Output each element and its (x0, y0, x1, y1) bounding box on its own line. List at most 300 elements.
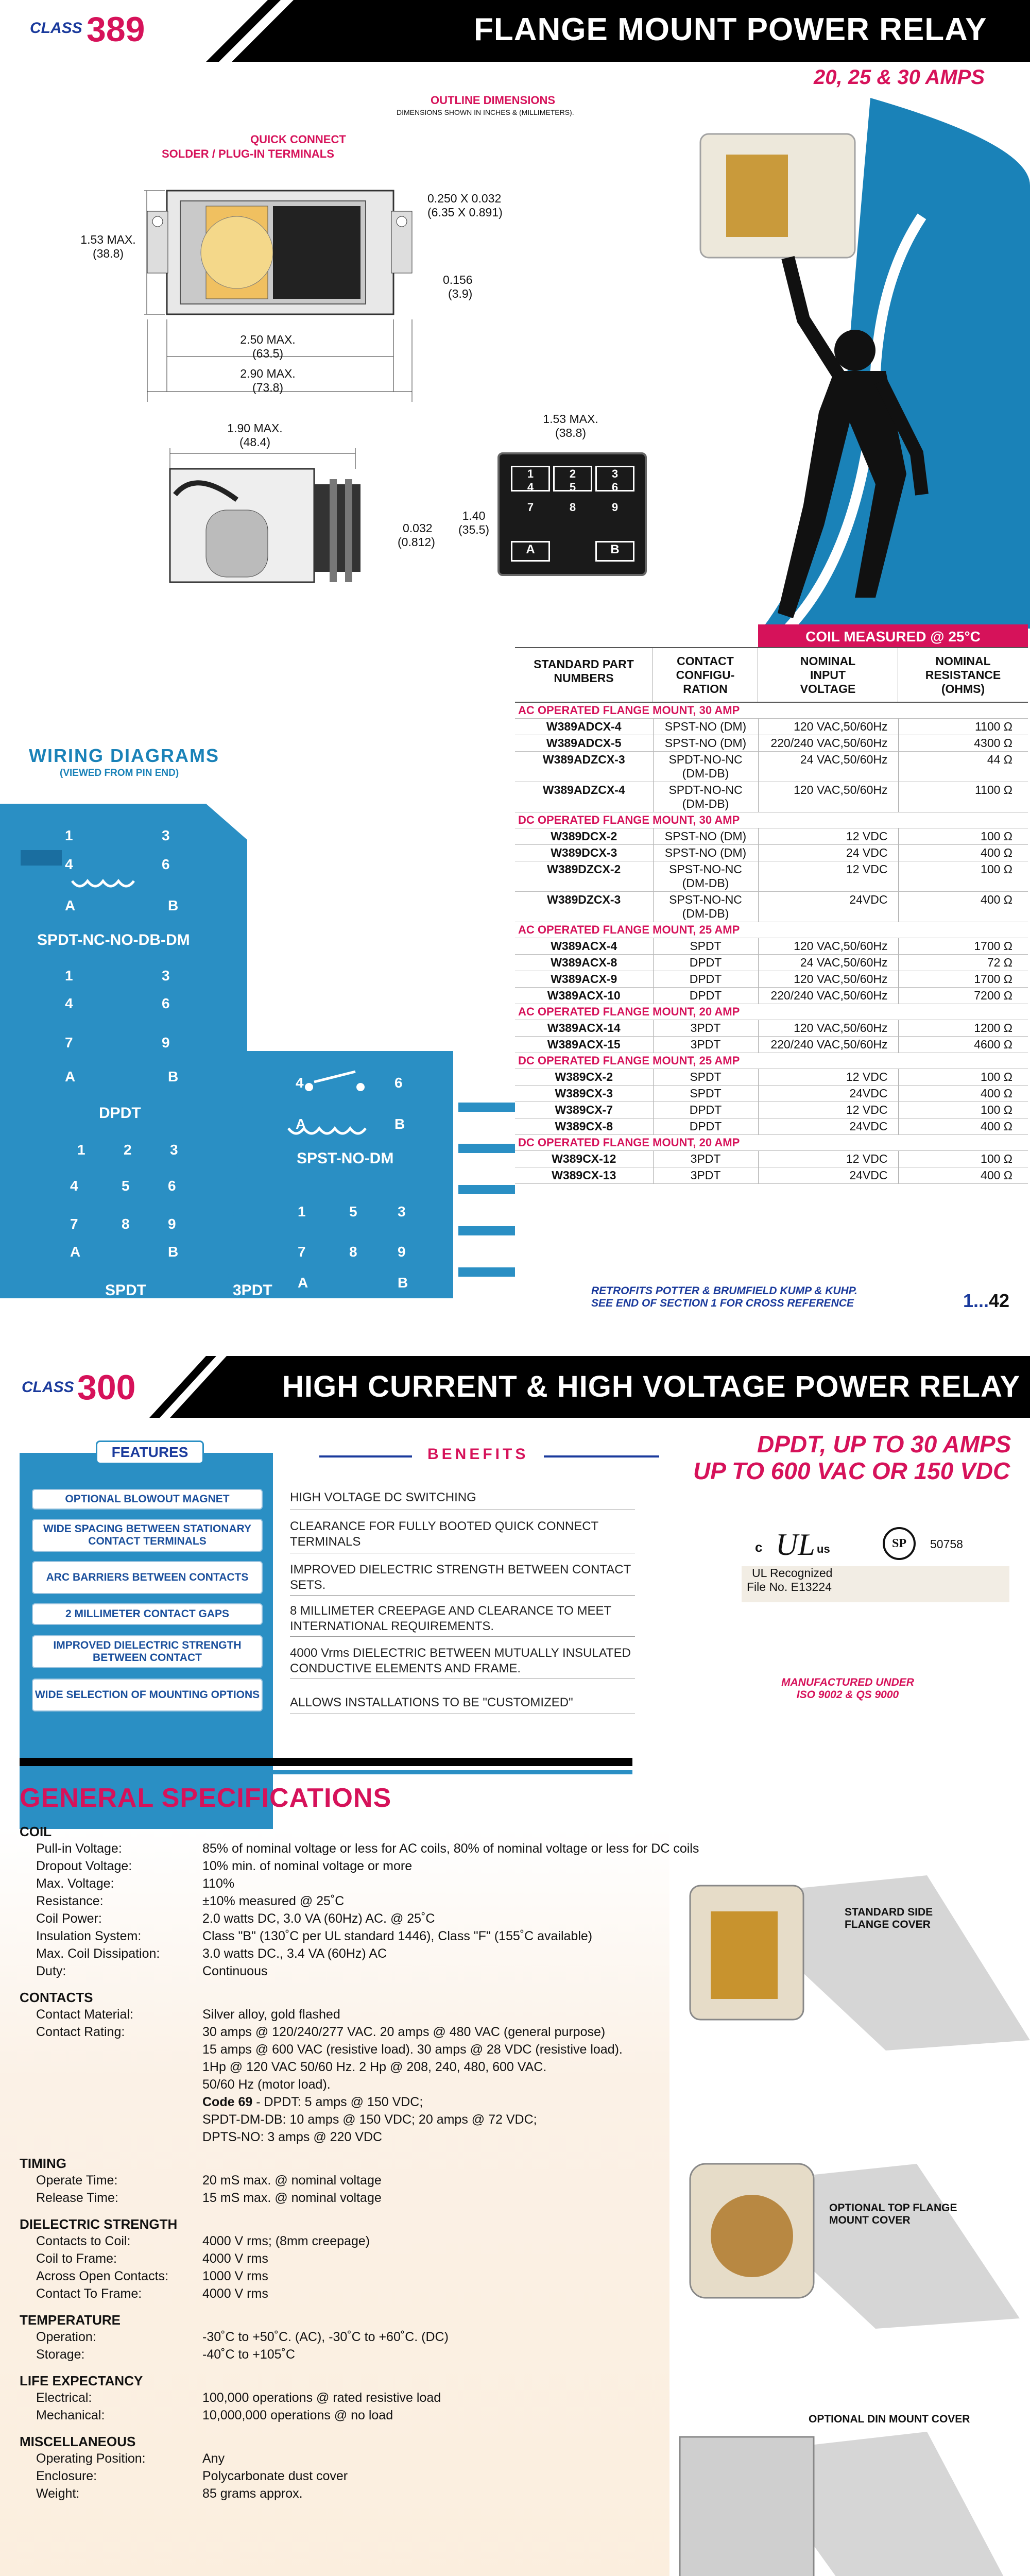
spec-label: Dropout Voltage: (36, 1859, 132, 1873)
table-group-header (515, 1135, 1028, 1151)
contact-config: SPST-NO-NC (DM-DB) (653, 861, 758, 892)
ul-text (747, 1566, 832, 1594)
spec-row (20, 2408, 699, 2426)
table-header (515, 647, 1028, 703)
resistance: 4300 Ω (898, 735, 1028, 752)
features-title-box: FEATURES (96, 1440, 204, 1464)
table-row (515, 752, 1028, 782)
feature-3: ARC BARRIERS BETWEEN CONTACTS (32, 1561, 263, 1594)
input-voltage: 220/240 VAC,50/60Hz (758, 1037, 898, 1053)
input-voltage: 120 VAC,50/60Hz (758, 782, 898, 812)
page-300 (0, 1340, 1030, 2576)
input-voltage: 120 VAC,50/60Hz (758, 719, 898, 735)
temperature-rows (20, 2330, 699, 2365)
wd2-pin1: 1 (65, 968, 73, 984)
input-voltage: 24VDC (758, 1118, 898, 1135)
dim-0-032 (398, 521, 435, 549)
dim-1-40 (458, 509, 489, 537)
benefit-divider (290, 1595, 635, 1596)
page-subtitle: 20, 25 & 30 AMPS (814, 66, 985, 89)
wd5-pinB: B (398, 1275, 408, 1291)
spec-row (20, 2251, 699, 2269)
benefit-3: IMPROVED DIELECTRIC STRENGTH BETWEEN CONTACT SETS. (290, 1563, 631, 1592)
spec-value: 100,000 operations @ rated resistive load (202, 2391, 441, 2405)
contact-config: DPDT (653, 955, 758, 971)
dim-label: 2.50 MAX. (240, 333, 296, 346)
wd4-pinB: B (168, 1244, 179, 1260)
spec-label: Contact Rating: (36, 2025, 125, 2039)
spec-row (20, 2347, 699, 2365)
dim-1-53 (77, 233, 139, 261)
spec-value (202, 2095, 623, 2112)
dim-2-90 (237, 367, 299, 395)
dim-label: 1.40 (462, 509, 486, 522)
page-title-300: HIGH CURRENT & HIGH VOLTAGE POWER RELAY (282, 1370, 1021, 1403)
feature-2: WIDE SPACING BETWEEN STATIONARY CONTACT TERMINALS (32, 1519, 263, 1552)
spec-label: Operating Position: (36, 2451, 146, 2466)
spec-value: -30˚C to +50˚C. (AC), -30˚C to +60˚C. (DC) (202, 2330, 449, 2344)
pin-end-view (497, 452, 647, 576)
wd2-pin3: 3 (162, 968, 170, 984)
contact-config: SPST-NO (DM) (653, 828, 758, 845)
wd5-name: 3PDT (233, 1282, 272, 1299)
wd3-pinB: B (394, 1116, 405, 1132)
feature-1: OPTIONAL BLOWOUT MAGNET (32, 1489, 263, 1510)
spec-value: 3.0 watts DC., 3.4 VA (60Hz) AC (202, 1946, 387, 1961)
spec-row (20, 1946, 699, 1964)
dim-label: 0.250 X 0.032 (427, 192, 502, 205)
part-number: W389CX-7 (515, 1102, 653, 1118)
spec-value: SPDT-DM-DB: 10 amps @ 150 VDC; 20 amps @ 72 VDC; (202, 2112, 537, 2127)
resistance: 400 Ω (898, 1167, 1028, 1184)
spec-value: ±10% measured @ 25˚C (202, 1894, 345, 1908)
table-row (515, 1069, 1028, 1086)
resistance: 1700 Ω (898, 971, 1028, 988)
part-number: W389ADZCX-4 (515, 782, 653, 812)
wd1-pin6: 6 (162, 856, 170, 872)
resistance: 44 Ω (898, 752, 1028, 782)
wd4-pin3: 3 (170, 1142, 178, 1158)
table-group-header (515, 1053, 1028, 1069)
contact-config: SPST-NO (DM) (653, 845, 758, 861)
group-title: AC OPERATED FLANGE MOUNT, 25 AMP (515, 922, 1028, 938)
contact-config: DPDT (653, 988, 758, 1004)
table-row (515, 1037, 1028, 1053)
dim-label: 0.156 (443, 273, 473, 286)
spec-row (20, 1859, 699, 1876)
coil-header: COIL MEASURED @ 25°C (758, 624, 1028, 647)
spec-value: 4000 V rms (202, 2251, 268, 2266)
table-group-header (515, 1004, 1028, 1020)
page-number-42 (963, 1290, 1009, 1312)
spec-value: 110% (202, 1876, 235, 1891)
solder-label: SOLDER / PLUG-IN TERMINALS (162, 147, 334, 160)
class-number-300: 300 (77, 1368, 136, 1407)
wd3-pin6: 6 (394, 1075, 403, 1091)
spec-row (20, 2330, 699, 2347)
csa-number: 50758 (930, 1537, 963, 1551)
spec-value: DPTS-NO: 3 amps @ 220 VDC (202, 2130, 383, 2144)
wd1-pin1: 1 (65, 827, 73, 843)
wd5-pin3: 3 (398, 1204, 406, 1219)
mfg-line-2: ISO 9002 & QS 9000 (796, 1689, 899, 1701)
wd1-pin3: 3 (162, 827, 170, 843)
resistance: 4600 Ω (898, 1037, 1028, 1053)
resistance: 400 Ω (898, 1086, 1028, 1102)
spec-misc-heading: MISCELLANEOUS (20, 2434, 136, 2449)
part-number: W389ACX-9 (515, 971, 653, 988)
dim-label-mm: (38.8) (555, 426, 587, 439)
caption-1 (845, 1906, 933, 1931)
pin-7: 7 (527, 501, 534, 514)
wd5-pin8: 8 (349, 1244, 357, 1260)
part-number: W389CX-8 (515, 1118, 653, 1135)
contact-config: SPDT-NO-NC (DM-DB) (653, 782, 758, 812)
spec-timing-heading: TIMING (20, 2156, 66, 2171)
part-number: W389ACX-8 (515, 955, 653, 971)
pin-2: 2 5 (553, 466, 592, 492)
input-voltage: 12 VDC (758, 861, 898, 892)
wd1-pin4: 4 (65, 856, 73, 872)
table-row (515, 861, 1028, 892)
part-number: W389ADZCX-3 (515, 752, 653, 782)
benefit-divider (290, 1636, 635, 1637)
contact-config: DPDT (653, 971, 758, 988)
resistance: 400 Ω (898, 892, 1028, 922)
wd2-pin6: 6 (162, 995, 170, 1011)
input-voltage: 24VDC (758, 1167, 898, 1184)
part-number: W389ADCX-4 (515, 719, 653, 735)
group-title: DC OPERATED FLANGE MOUNT, 20 AMP (515, 1135, 1028, 1151)
outline-subtitle: DIMENSIONS SHOWN IN INCHES & (MILLIMETERS). (397, 108, 574, 116)
part-number: W389ACX-14 (515, 1020, 653, 1037)
input-voltage: 24 VAC,50/60Hz (758, 955, 898, 971)
part-number: W389CX-12 (515, 1151, 653, 1167)
spec-value: 30 amps @ 120/240/277 VAC. 20 amps @ 480 VAC (general purpose) (202, 2025, 606, 2039)
table-group-header (515, 703, 1028, 719)
table-row (515, 782, 1028, 812)
spec-row (20, 2191, 699, 2208)
spec-label: Max. Coil Dissipation: (36, 1946, 160, 1961)
caption-1b: FLANGE COVER (845, 1919, 931, 1930)
wd2-pin7: 7 (65, 1035, 73, 1050)
spec-row (20, 1894, 699, 1911)
contact-config: SPST-NO-NC (DM-DB) (653, 892, 758, 922)
resistance: 7200 Ω (898, 988, 1028, 1004)
dim-0-250 (427, 192, 503, 219)
divider-bar-top (20, 1758, 632, 1766)
dim-1-53b (540, 412, 602, 440)
part-number: W389ACX-4 (515, 938, 653, 955)
dim-label-mm: (35.5) (458, 523, 490, 536)
spec-label: Pull-in Voltage: (36, 1841, 122, 1856)
spec-label: Contact To Frame: (36, 2286, 142, 2301)
spec-value: 10,000,000 operations @ no load (202, 2408, 393, 2422)
mfg-line-1: MANUFACTURED UNDER (781, 1676, 914, 1688)
benefit-4: 8 MILLIMETER CREEPAGE AND CLEARANCE TO MEET INTERNATIONAL REQUIREMENTS. (290, 1604, 611, 1633)
wd3-pin4: 4 (296, 1075, 304, 1091)
dim-label-mm: (73.8) (252, 381, 284, 394)
spec-value: Class "B" (130˚C per UL standard 1446), Class "F" (155˚C available) (202, 1929, 593, 1943)
benefits-title: BENEFITS (412, 1446, 544, 1463)
code-69-rest: - DPDT: 5 amps @ 150 VDC; (252, 2095, 423, 2109)
spec-value: 1000 V rms (202, 2269, 268, 2283)
contact-config: DPDT (653, 1118, 758, 1135)
spec-row (20, 1876, 699, 1894)
caption-2a: OPTIONAL TOP FLANGE (829, 2202, 957, 2214)
table-row (515, 1151, 1028, 1167)
contact-config: SPST-NO (DM) (653, 719, 758, 735)
spec-value: 10% min. of nominal voltage or more (202, 1859, 413, 1873)
wd1-name: SPDT-NC-NO-DB-DM (37, 931, 190, 948)
wd2-pinB: B (168, 1069, 179, 1084)
relay-side-view-drawing (165, 438, 381, 592)
spec-coil-heading: COIL (20, 1824, 52, 1839)
spec-row (20, 2269, 699, 2286)
table-group-header (515, 922, 1028, 938)
wd4-pin7: 7 (70, 1216, 78, 1232)
spec-label: Storage: (36, 2347, 85, 2362)
table-row (515, 735, 1028, 752)
resistance: 1200 Ω (898, 1020, 1028, 1037)
part-number: W389DCX-2 (515, 828, 653, 845)
input-voltage: 24VDC (758, 1086, 898, 1102)
divider-bar-bottom (20, 1770, 632, 1774)
contact-config: SPDT (653, 1069, 758, 1086)
contact-config: SPDT (653, 938, 758, 955)
caption-1a: STANDARD SIDE (845, 1906, 933, 1918)
spec-row (20, 2007, 699, 2025)
page-title: FLANGE MOUNT POWER RELAY (474, 12, 987, 47)
part-number: W389ACX-15 (515, 1037, 653, 1053)
svg-text:UL: UL (776, 1528, 815, 1562)
spec-label: Release Time: (36, 2191, 118, 2205)
spec-label: Duty: (36, 1964, 66, 1978)
spec-label: Weight: (36, 2486, 80, 2501)
contact-config: SPDT-NO-NC (DM-DB) (653, 752, 758, 782)
spec-value: Polycarbonate dust cover (202, 2469, 348, 2483)
feature-6: WIDE SELECTION OF MOUNTING OPTIONS (32, 1679, 263, 1711)
wd4-pin1: 1 (77, 1142, 85, 1158)
resistance: 1100 Ω (898, 782, 1028, 812)
wd4-pinA: A (70, 1244, 81, 1260)
input-voltage: 12 VDC (758, 1069, 898, 1086)
dim-label-mm: (48.4) (239, 435, 271, 449)
spec-row (20, 2234, 699, 2251)
col-part: STANDARD PART NUMBERS (515, 648, 653, 702)
wd2-pinA: A (65, 1069, 76, 1084)
part-number: W389CX-13 (515, 1167, 653, 1184)
spec-label: Resistance: (36, 1894, 104, 1908)
ul-file: File No. E13224 (747, 1580, 832, 1594)
spec-row (20, 1929, 699, 1946)
wd5-pin7: 7 (298, 1244, 306, 1260)
contact-config: 3PDT (653, 1167, 758, 1184)
class-tag: CLASS (30, 20, 82, 37)
part-number: W389CX-2 (515, 1069, 653, 1086)
table-row (515, 828, 1028, 845)
table-row (515, 971, 1028, 988)
benefit-2: CLEARANCE FOR FULLY BOOTED QUICK CONNECT TERMINALS (290, 1519, 598, 1549)
contact-config: SPDT (653, 1086, 758, 1102)
benefit-6: ALLOWS INSTALLATIONS TO BE "CUSTOMIZED" (290, 1696, 573, 1709)
wiring-title: WIRING DIAGRAMS (29, 745, 219, 766)
wd5-pinA: A (298, 1275, 308, 1291)
spec-row (20, 1964, 699, 1981)
hero-graphic (680, 82, 1030, 629)
wd4-pin2: 2 (124, 1142, 132, 1158)
timing-rows (20, 2173, 699, 2208)
retrofit-line-2: SEE END OF SECTION 1 FOR CROSS REFERENCE (591, 1297, 854, 1309)
spec-label: Insulation System: (36, 1929, 142, 1943)
wiring-subtitle: (VIEWED FROM PIN END) (60, 768, 179, 778)
code-69: Code 69 (202, 2095, 253, 2109)
dim-label: 1.53 MAX. (80, 233, 136, 246)
spec-value: Any (202, 2451, 225, 2466)
pin-b: B (595, 541, 634, 562)
csa-logo: SP (883, 1527, 916, 1560)
subtitle-300-2: UP TO 600 VAC OR 150 VDC (693, 1458, 1010, 1484)
wd2-pin9: 9 (162, 1035, 170, 1050)
dim-label: 1.53 MAX. (543, 412, 598, 426)
wd2-pin4: 4 (65, 995, 73, 1011)
spec-row (20, 2486, 699, 2504)
resistance: 400 Ω (898, 1118, 1028, 1135)
pin-9: 9 (611, 501, 619, 514)
spec-row (20, 2025, 699, 2147)
spec-value: 1Hp @ 120 VAC 50/60 Hz. 2 Hp @ 208, 240, 480, 600 VAC. (202, 2060, 547, 2074)
wd1-pinB: B (168, 897, 179, 913)
spec-value: Continuous (202, 1964, 268, 1978)
part-number: W389CX-3 (515, 1086, 653, 1102)
spec-value: 20 mS max. @ nominal voltage (202, 2173, 382, 2188)
part-number: W389ACX-10 (515, 988, 653, 1004)
part-number: W389ADCX-5 (515, 735, 653, 752)
input-voltage: 12 VDC (758, 1151, 898, 1167)
misc-rows (20, 2451, 699, 2504)
spec-row (20, 1911, 699, 1929)
spec-label: Coil to Frame: (36, 2251, 117, 2266)
table-row (515, 845, 1028, 861)
spec-value: -40˚C to +105˚C (202, 2347, 295, 2362)
dim-0-156 (443, 273, 473, 301)
feature-4: 2 MILLIMETER CONTACT GAPS (32, 1603, 263, 1625)
contact-config: 3PDT (653, 1020, 758, 1037)
wd4-pin6: 6 (168, 1178, 176, 1194)
dim-label-mm: (3.9) (448, 287, 473, 300)
input-voltage: 24VDC (758, 892, 898, 922)
part-number: W389DCX-3 (515, 845, 653, 861)
spec-value: 2.0 watts DC, 3.0 VA (60Hz) AC. @ 25˚C (202, 1911, 435, 1926)
wd4-pin5: 5 (122, 1178, 130, 1194)
contact-config: SPST-NO (DM) (653, 735, 758, 752)
pin-1: 1 4 (511, 466, 550, 492)
retrofit-line-1: RETROFITS POTTER & BRUMFIELD KUMP & KUHP. (591, 1285, 857, 1297)
resistance: 100 Ω (898, 828, 1028, 845)
quick-connect-label: QUICK CONNECT (250, 133, 346, 146)
caption-3: OPTIONAL DIN MOUNT COVER (809, 2413, 970, 2425)
caption-2b: MOUNT COVER (829, 2214, 911, 2226)
table-group-header (515, 812, 1028, 828)
caption-2 (829, 2202, 957, 2227)
contact-rating-lines (202, 2025, 623, 2147)
spec-life-heading: LIFE EXPECTANCY (20, 2373, 143, 2388)
ul-mark-icon (770, 1527, 817, 1563)
spec-label: Across Open Contacts: (36, 2269, 169, 2283)
parts-table-body (515, 703, 1028, 1184)
spec-label: Mechanical: (36, 2408, 105, 2422)
dim-2-50 (237, 333, 299, 361)
pin-8: 8 (569, 501, 576, 514)
spec-label: Contacts to Coil: (36, 2234, 131, 2248)
input-voltage: 24 VAC,50/60Hz (758, 752, 898, 782)
header-389 (0, 0, 1030, 62)
benefit-5: 4000 Vrms DIELECTRIC BETWEEN MUTUALLY INSULATED CONDUCTIVE ELEMENTS AND FRAME. (290, 1646, 631, 1675)
table-row (515, 1086, 1028, 1102)
table-row (515, 988, 1028, 1004)
input-voltage: 220/240 VAC,50/60Hz (758, 988, 898, 1004)
ul-us: us (817, 1543, 830, 1555)
dielectric-rows (20, 2234, 699, 2304)
gen-spec-title: GENERAL SPECIFICATIONS (20, 1783, 392, 1813)
table-row (515, 1118, 1028, 1135)
contact-config: 3PDT (653, 1037, 758, 1053)
part-number: W389DZCX-3 (515, 892, 653, 922)
spec-value: 85% of nominal voltage or less for AC coils, 80% of nominal voltage or less for DC coils (202, 1841, 699, 1856)
wd4-pin4: 4 (70, 1178, 78, 1194)
coil-rows (20, 1841, 699, 1981)
group-title: DC OPERATED FLANGE MOUNT, 25 AMP (515, 1053, 1028, 1069)
spec-value: 85 grams approx. (202, 2486, 303, 2501)
resistance: 100 Ω (898, 1151, 1028, 1167)
col-config: CONTACT CONFIGU- RATION (653, 648, 758, 702)
table-row (515, 955, 1028, 971)
wd3-pinA: A (296, 1116, 306, 1132)
spec-label: Enclosure: (36, 2469, 97, 2483)
spec-label: Operate Time: (36, 2173, 118, 2188)
wd4-pin8: 8 (122, 1216, 130, 1232)
spec-value: 4000 V rms (202, 2286, 268, 2301)
page-number-prefix: 1... (963, 1290, 989, 1311)
spec-value: 50/60 Hz (motor load). (202, 2077, 331, 2092)
contact-config: DPDT (653, 1102, 758, 1118)
table-row (515, 938, 1028, 955)
wd5-pin9: 9 (398, 1244, 406, 1260)
wd1-pinA: A (65, 897, 76, 913)
spec-value: 15 mS max. @ nominal voltage (202, 2191, 382, 2205)
specs-block (20, 1824, 699, 2504)
dim-label: 0.032 (403, 521, 433, 535)
dim-label: 2.90 MAX. (240, 367, 296, 380)
resistance: 1700 Ω (898, 938, 1028, 955)
class-number: 389 (87, 10, 145, 49)
benefit-1: HIGH VOLTAGE DC SWITCHING (290, 1490, 476, 1504)
contact-config: 3PDT (653, 1151, 758, 1167)
col-voltage: NOMINAL INPUT VOLTAGE (758, 648, 898, 702)
dim-label-mm: (63.5) (252, 347, 284, 360)
input-voltage: 120 VAC,50/60Hz (758, 1020, 898, 1037)
spec-label: Max. Voltage: (36, 1876, 114, 1891)
wd2-name: DPDT (99, 1105, 141, 1122)
part-number: W389DZCX-2 (515, 861, 653, 892)
spec-temperature-heading: TEMPERATURE (20, 2312, 121, 2328)
page-number: 42 (989, 1290, 1010, 1311)
spec-row (20, 2286, 699, 2304)
class-tag-300: CLASS (22, 1379, 74, 1396)
wd4-pin9: 9 (168, 1216, 176, 1232)
resistance: 1100 Ω (898, 719, 1028, 735)
group-title: AC OPERATED FLANGE MOUNT, 20 AMP (515, 1004, 1028, 1020)
